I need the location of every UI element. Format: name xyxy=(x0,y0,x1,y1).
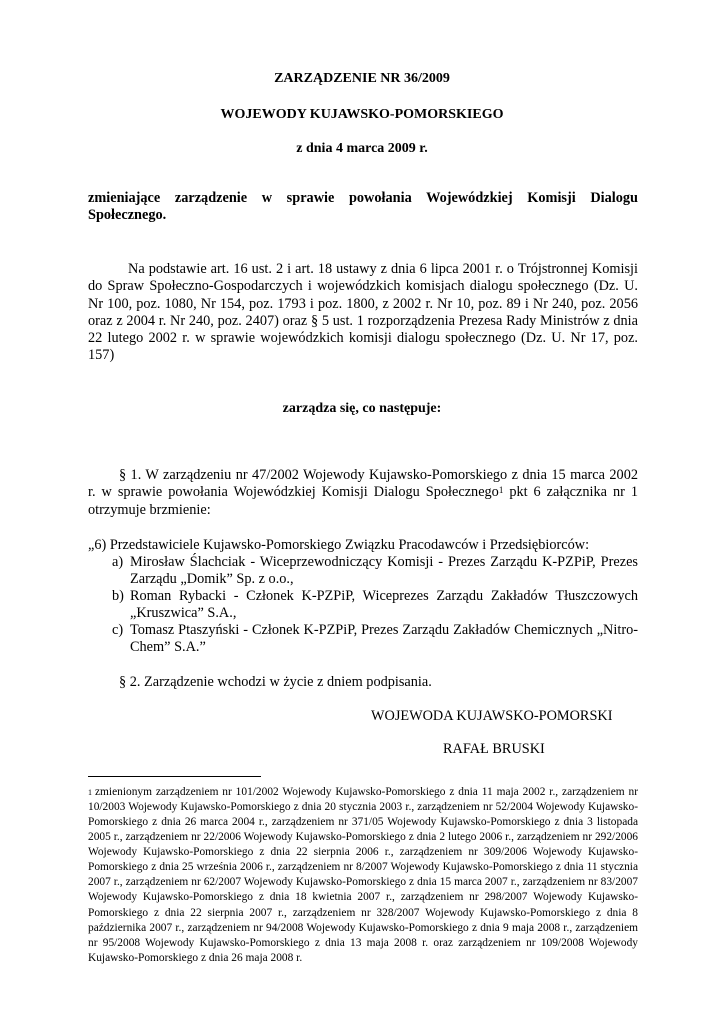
list-item xyxy=(112,588,638,623)
list-item xyxy=(112,554,638,589)
document-date: z dnia 4 marca 2009 r. xyxy=(296,141,428,156)
footnote-text: zmienionym zarządzeniem nr 101/2002 Wojewody Kujawsko-Pomorskiego z dnia 11 maja 2002 r., zarządzeniem nr 10/2003 Wojewody Kujawsko-Pomorskiego z dnia 20 stycznia 2003 r., zarządzeniem nr 52/2004 Wojewody Kujawsko-Pomorskiego z dnia 26 marca 2004 r., zarządzeniem nr 371/05 Wojewody Kujawsko-Pomorskiego z dnia 3 listopada 2005 r., zarządzeniem nr 22/2006 Wojewody Kujawsko-Pomorskiego z dnia 2 lutego 2006 r., zarządzeniem nr 292/2006 Wojewody Kujawsko-Pomorskiego z dnia 22 sierpnia 2006 r., zarządzeniem nr 309/2006 Wojewody Kujawsko-Pomorskiego z dnia 25 września 2006 r., zarządzeniem nr 8/2007 Wojewody Kujawsko-Pomorskiego z dnia 11 stycznia 2007 r., zarządzeniem nr 62/2007 Wojewody Kujawsko-Pomorskiego z dnia 15 marca 2007 r., zarządzeniem nr 83/2007 Wojewody Kujawsko-Pomorskiego z dnia 18 kwietnia 2007 r., zarządzeniem nr 298/2007 Wojewody Kujawsko-Pomorskiego z dnia 22 sierpnia 2007 r., zarządzeniem nr 328/2007 Wojewody Kujawsko-Pomorskiego z dnia 8 października 2007 r., zarządzeniem nr 94/2008 Wojewody Kujawsko-Pomorskiego z dnia 9 maja 2008 r., zarządzeniem nr 95/2008 Wojewody Kujawsko-Pomorskiego z dnia 13 maja 2008 r. oraz zarządzeniem nr 109/2008 Wojewody Kujawsko-Pomorskiego z dnia 26 maja 2008 r. xyxy=(88,786,638,964)
footnote-divider xyxy=(88,776,261,777)
list-item xyxy=(112,622,638,657)
list-item-label: b) xyxy=(112,588,124,604)
list-item-text: Roman Rybacki - Członek K-PZPiP, Wiceprezes Zarządu Zakładów Tłuszczowych „Kruszwica” S.A., xyxy=(130,588,638,622)
signature-name: RAFAŁ BRUSKI xyxy=(443,741,545,757)
footnote-number: 1 xyxy=(88,788,92,797)
signature-office: WOJEWODA KUJAWSKO-POMORSKI xyxy=(371,708,613,724)
document-issuer: WOJEWODY KUJAWSKO-POMORSKIEGO xyxy=(220,107,504,122)
section-1-text-continued: pkt 6 załącznika nr 1 otrzymuje brzmienie: xyxy=(88,484,638,518)
list-item-text: Mirosław Ślachciak - Wiceprzewodniczący Komisji - Prezes Zarządu K-PZPiP, Prezes Zarządu „Domik” Sp. z o.o., xyxy=(130,554,638,588)
footnote-reference: 1 xyxy=(498,485,504,496)
section-1-paragraph xyxy=(88,467,638,519)
document-subject: zmieniające zarządzenie w sprawie powołania Wojewódzkiej Komisji Dialogu Społecznego. xyxy=(88,190,638,224)
list-item-label: c) xyxy=(112,622,124,638)
list-item-text: Tomasz Ptaszyński - Członek K-PZPiP, Prezes Zarządu Zakładów Chemicznych „Nitro-Chem” S.A.” xyxy=(130,622,638,656)
section-2-paragraph: § 2. Zarządzenie wchodzi w życie z dniem podpisania. xyxy=(119,674,432,690)
orders-heading: zarządza się, co następuje: xyxy=(282,401,442,416)
footnote xyxy=(88,785,638,966)
legal-basis-paragraph: Na podstawie art. 16 ust. 2 i art. 18 ustawy z dnia 6 lipca 2001 r. o Trójstronnej Komisji do Spraw Społeczno-Gospodarczych i wojewódzkich komisjach dialogu społecznego (Dz. U. Nr 100, poz. 1080, Nr 154, poz. 1793 i poz. 1800, z 2002 r. Nr 10, poz. 89 i Nr 240, poz. 2056 oraz z 2004 r. Nr 240, poz. 2407) oraz § 5 ust. 1 rozporządzenia Prezesa Rady Ministrów z dnia 22 lutego 2002 r. w sprawie wojewódzkich komisji dialogu społecznego (Dz. U. Nr 17, poz. 157) xyxy=(88,261,638,364)
document-title: ZARZĄDZENIE NR 36/2009 xyxy=(274,71,450,86)
list-item-label: a) xyxy=(112,554,124,570)
point-6-heading: „6) Przedstawiciele Kujawsko-Pomorskiego Związku Pracodawców i Przedsiębiorców: xyxy=(88,537,590,553)
section-1-text: § 1. W zarządzeniu nr 47/2002 Wojewody Kujawsko-Pomorskiego z dnia 15 marca 2002 r. w sprawie powołania Wojewódzkiej Komisji Dialogu Społecznego xyxy=(88,467,638,501)
